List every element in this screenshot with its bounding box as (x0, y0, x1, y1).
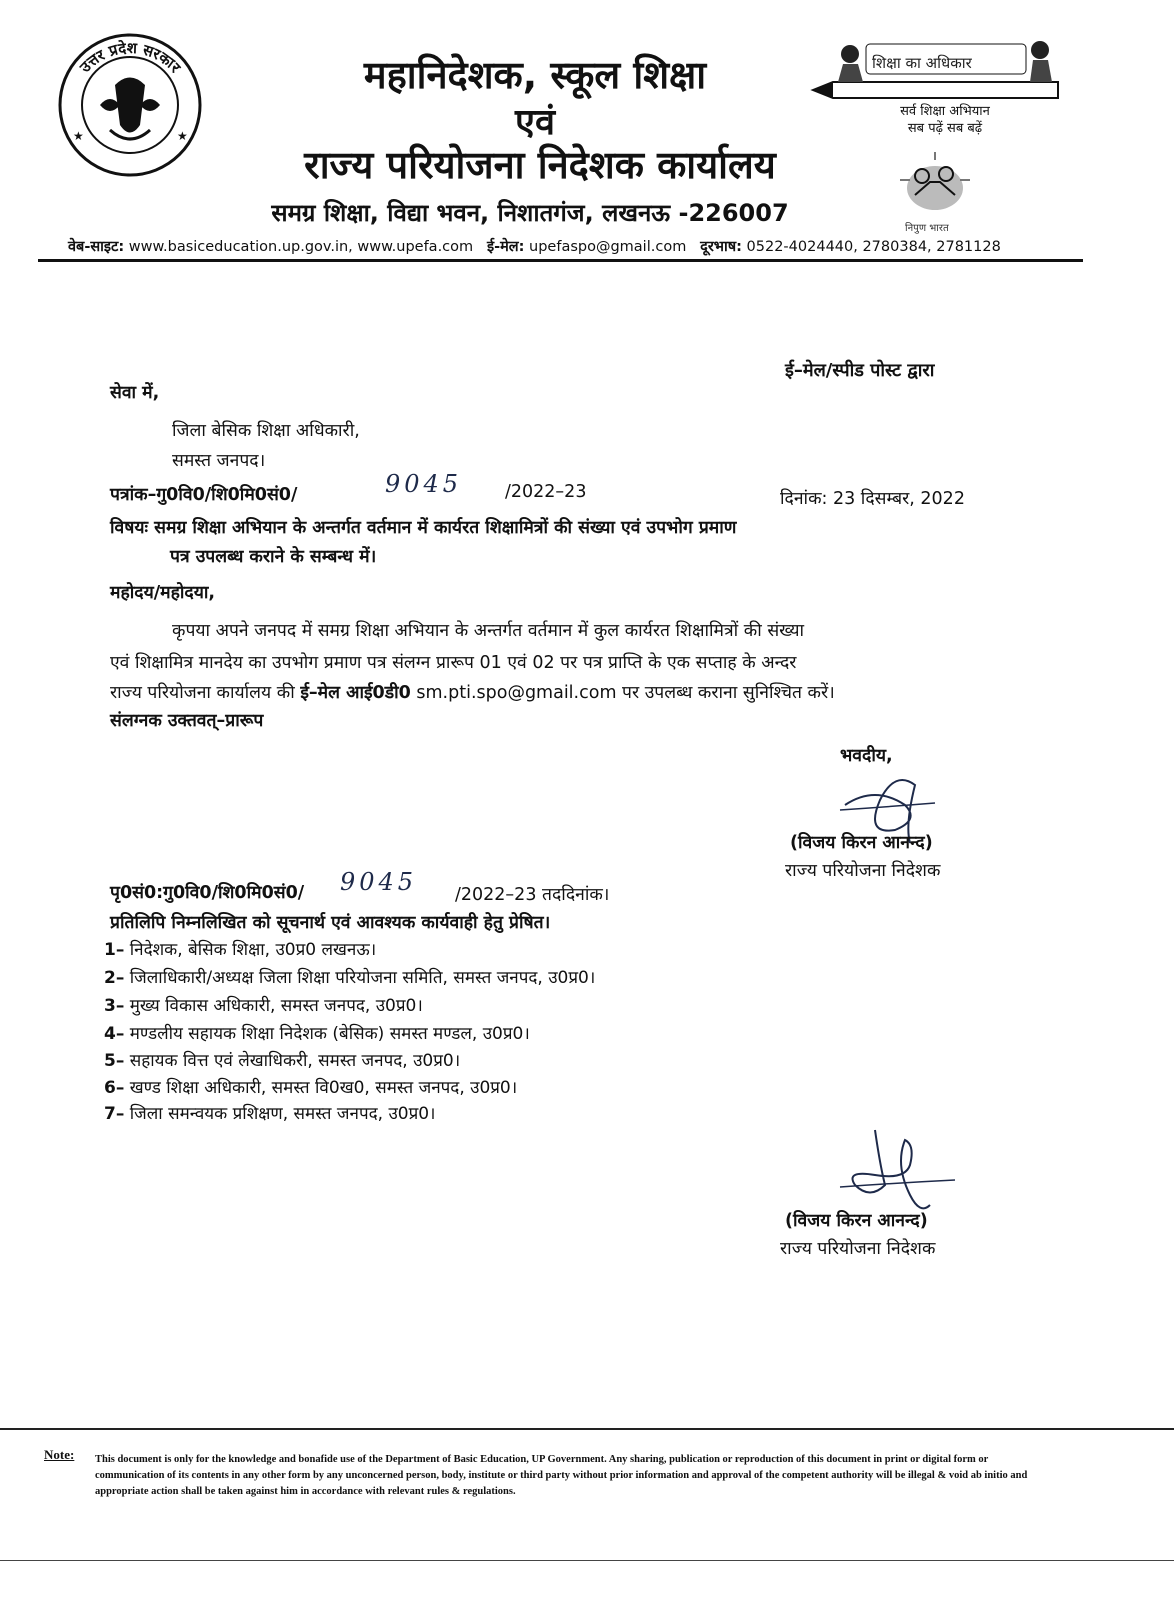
email-value[interactable]: upefaspo@gmail.com (529, 239, 687, 255)
office-title-line1: महानिदेशक, स्कूल शिक्षा (363, 53, 707, 97)
letter-ref-year: /2022–23 (505, 482, 587, 502)
contact-line (68, 236, 1078, 256)
svg-text:★: ★ (177, 129, 188, 143)
body-line3-a: राज्य परियोजना कार्यालय की (110, 683, 295, 703)
copy-list-item: 4– मण्डलीय सहायक शिक्षा निदेशक (बेसिक) समस्त मण्डल, उ0प्र0। (104, 1024, 530, 1044)
office-title-line2: एवं (515, 102, 555, 143)
website-value[interactable]: www.basiceducation.up.gov.in, www.upefa.com (128, 239, 474, 255)
copy-ref-number: 9045 (340, 868, 418, 896)
copy-heading: प्रतिलिपि निम्नलिखित को सूचनार्थ एवं आवश्यक कार्यवाही हेतु प्रेषित। (110, 913, 551, 933)
seva-greeting: सेवा में, (110, 383, 160, 403)
copy-list-item: 6– खण्ड शिक्षा अधिकारी, समस्त वि0ख0, समस्त जनपद, उ0प्र0। (104, 1078, 518, 1098)
office-address: समग्र शिक्षा, विद्या भवन, निशातगंज, लखनऊ -226007 (271, 199, 789, 227)
bottom-divider (0, 1560, 1174, 1561)
copy-ref-prefix: पृ0सं0:गु0वि0/शि0मि0सं0/ (110, 883, 305, 903)
rte-label: शिक्षा का अधिकार (872, 54, 972, 72)
copy-list-item: 1– निदेशक, बेसिक शिक्षा, उ0प्र0 लखनऊ। (104, 940, 377, 960)
subject-line2: पत्र उपलब्ध कराने के सम्बन्ध में। (170, 547, 377, 567)
letter-date: दिनांक: 23 दिसम्बर, 2022 (780, 489, 965, 509)
phone-value: 0522-4024440, 2780384, 2781128 (746, 239, 1001, 255)
signatory-name-1: (विजय किरन आनन्द) (790, 833, 933, 853)
copy-list-item: 7– जिला समन्वयक प्रशिक्षण, समस्त जनपद, उ0प्र0। (104, 1104, 436, 1124)
phone-label: दूरभाष: (700, 239, 742, 255)
note-label: Note: (44, 1447, 75, 1462)
nipun-bharat-logo (890, 150, 980, 215)
letter-ref-number: 9045 (385, 470, 463, 498)
signature-2 (835, 1125, 965, 1220)
signatory-designation-2: राज्य परियोजना निदेशक (780, 1239, 936, 1259)
recipient-line1: जिला बेसिक शिक्षा अधिकारी, (172, 421, 360, 441)
copy-list-item: 3– मुख्य विकास अधिकारी, समस्त जनपद, उ0प्र0। (104, 996, 423, 1016)
salutation: महोदय/महोदया, (110, 583, 216, 603)
body-line3-email-label: ई–मेल आई0डी0 (300, 683, 411, 703)
regards: भवदीय, (840, 746, 893, 766)
email-label: ई-मेल: (486, 239, 525, 255)
letter-ref-prefix: पत्रांक–गु0वि0/शि0मि0सं0/ (110, 485, 298, 505)
header-divider (38, 259, 1083, 262)
up-government-emblem (55, 30, 205, 180)
copy-list-item: 5– सहायक वित्त एवं लेखाधिकरी, समस्त जनपद, उ0प्र0। (104, 1051, 461, 1071)
copy-list-item: 2– जिलाधिकारी/अध्यक्ष जिला शिक्षा परियोजना समिति, समस्त जनपद, उ0प्र0। (104, 968, 596, 988)
recipient-line2: समस्त जनपद। (172, 451, 266, 471)
website-label: वेब-साइट: (68, 239, 125, 255)
nipun-label: निपुण भारत (905, 223, 949, 234)
ssa-slogan: सब पढ़ें सब बढ़ें (907, 121, 983, 136)
subject-line1: विषयः समग्र शिक्षा अभियान के अन्तर्गत वर्तमान में कार्यरत शिक्षामित्रों की संख्या एवं उपभोग प्रमाण (110, 518, 737, 538)
office-title-line3: राज्य परियोजना निदेशक कार्यालय (304, 143, 776, 187)
svg-text:★: ★ (73, 129, 84, 143)
copy-ref-year: /2022–23 तददिनांक। (455, 885, 610, 905)
signatory-designation-1: राज्य परियोजना निदेशक (785, 861, 941, 881)
enclosure-line: संलग्नक उक्तवत्–प्रारूप (110, 711, 264, 731)
body-line1: कृपया अपने जनपद में समग्र शिक्षा अभियान के अन्तर्गत वर्तमान में कुल कार्यरत शिक्षामित्रों की संख्या (172, 621, 805, 641)
footer-divider (0, 1428, 1174, 1430)
body-line3 (110, 680, 835, 704)
body-line3-email: sm.pti.spo@gmail.com पर उपलब्ध कराना सुनिश्चित करें। (416, 683, 835, 703)
emblem-text: उत्तर प्रदेश सरकार (76, 38, 185, 77)
note-text: This document is only for the knowledge and bonafide use of the Department of Basic Education, UP Government. Any sharing, publication or reproduction of this document in print or digital form or communication of its contents in any other form by any unconcerned person, body, institute or third party without prior information and approval of the competent authority will be illegal & void ab initio and appropriate action shall be taken against him in accordance with relevant rules & regulations. (95, 1454, 1028, 1497)
signatory-name-2: (विजय किरन आनन्द) (785, 1211, 928, 1231)
body-line2: एवं शिक्षामित्र मानदेय का उपभोग प्रमाण पत्र संलग्न प्रारूप 01 एवं 02 पर पत्र प्राप्ति के एक सप्ताह के अन्दर (110, 653, 797, 673)
ssa-name: सर्व शिक्षा अभियान (900, 104, 990, 119)
dispatch-mode: ई–मेल/स्पीड पोस्ट द्वारा (785, 360, 935, 381)
